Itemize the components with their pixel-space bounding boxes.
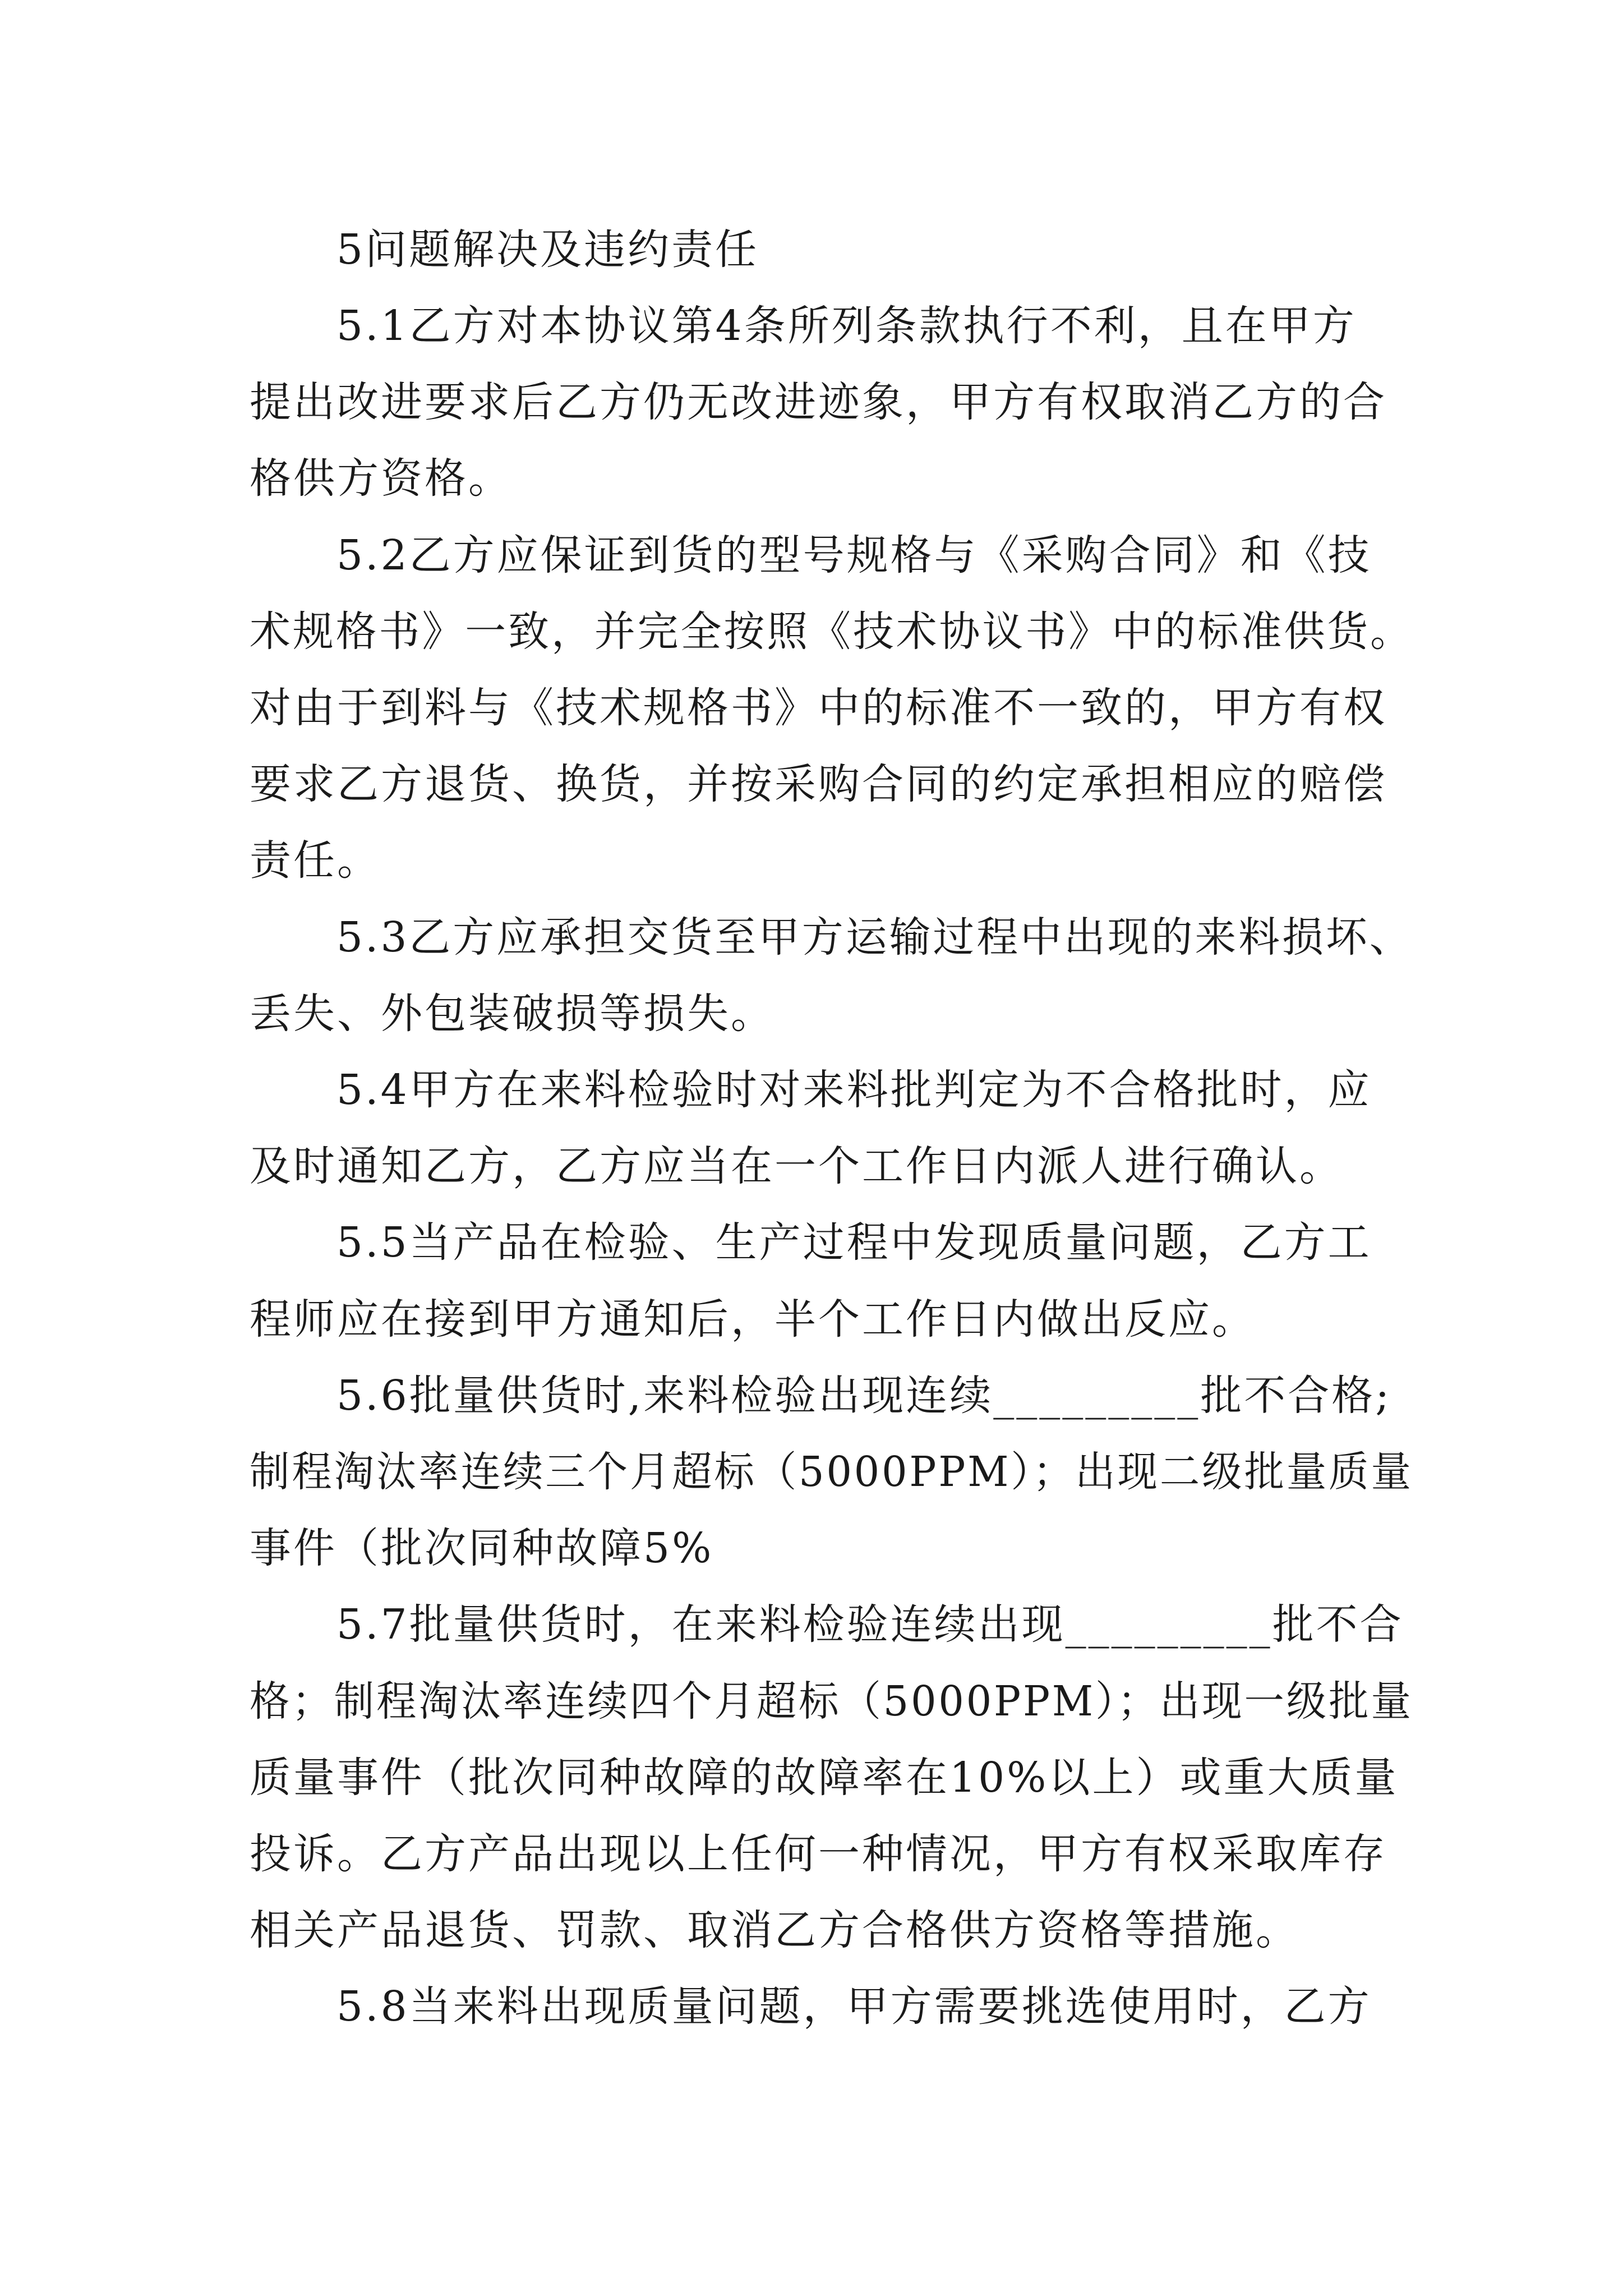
section-heading: 5问题解决及违约责任 (336, 226, 759, 274)
paragraph-line: 制程淘汰率连续三个月超标（5000PPM）；出现二级批量质量 (250, 1448, 1413, 1496)
paragraph-line: 5.5当产品在检验、生产过程中发现质量问题，乙方工 (336, 1218, 1372, 1267)
paragraph-line: 事件（批次同种故障5% (250, 1524, 714, 1572)
paragraph-line: 及时通知乙方，乙方应当在一个工作日内派人进行确认。 (250, 1142, 1343, 1190)
paragraph-line: 5.3乙方应承担交货至甲方运输过程中出现的来料损坏、 (336, 913, 1413, 961)
paragraph-line: 提出改进要求后乙方仍无改进迹象，甲方有权取消乙方的合 (250, 378, 1387, 426)
paragraph-line: 丢失、外包装破损等损失。 (250, 990, 774, 1038)
paragraph-line: 投诉。乙方产品出现以上任何一种情况，甲方有权采取库存 (250, 1830, 1387, 1878)
paragraph-line: 质量事件（批次同种故障的故障率在10%以上）或重大质量 (250, 1754, 1399, 1802)
paragraph-line: 5.6批量供货时,来料检验出现连续_________批不合格; (336, 1372, 1392, 1420)
paragraph-line: 5.8当来料出现质量问题，甲方需要挑选使用时，乙方 (336, 1982, 1372, 2031)
paragraph-line: 5.7批量供货时，在来料检验连续出现_________批不合 (336, 1600, 1404, 1649)
paragraph-line: 格供方资格。 (250, 454, 512, 503)
paragraph-line: 术规格书》一致，并完全按照《技术协议书》中的标准供货。 (250, 608, 1414, 656)
paragraph-line: 格；制程淘汰率连续四个月超标（5000PPM）；出现一级批量 (250, 1677, 1413, 1726)
paragraph-line: 5.4甲方在来料检验时对来料批判定为不合格批时，应 (336, 1066, 1372, 1114)
paragraph-line: 相关产品退货、罚款、取消乙方合格供方资格等措施。 (250, 1906, 1299, 1954)
paragraph-line: 5.1乙方对本协议第4条所列条款执行不利，且在甲方 (336, 302, 1357, 350)
paragraph-line: 对由于到料与《技术规格书》中的标准不一致的，甲方有权 (250, 684, 1387, 732)
paragraph-line: 责任。 (250, 836, 381, 885)
paragraph-line: 程师应在接到甲方通知后，半个工作日内做出反应。 (250, 1295, 1256, 1343)
paragraph-line: 5.2乙方应保证到货的型号规格与《采购合同》和《技 (336, 531, 1372, 579)
paragraph-line: 要求乙方退货、换货，并按采购合同的约定承担相应的赔偿 (250, 760, 1387, 808)
